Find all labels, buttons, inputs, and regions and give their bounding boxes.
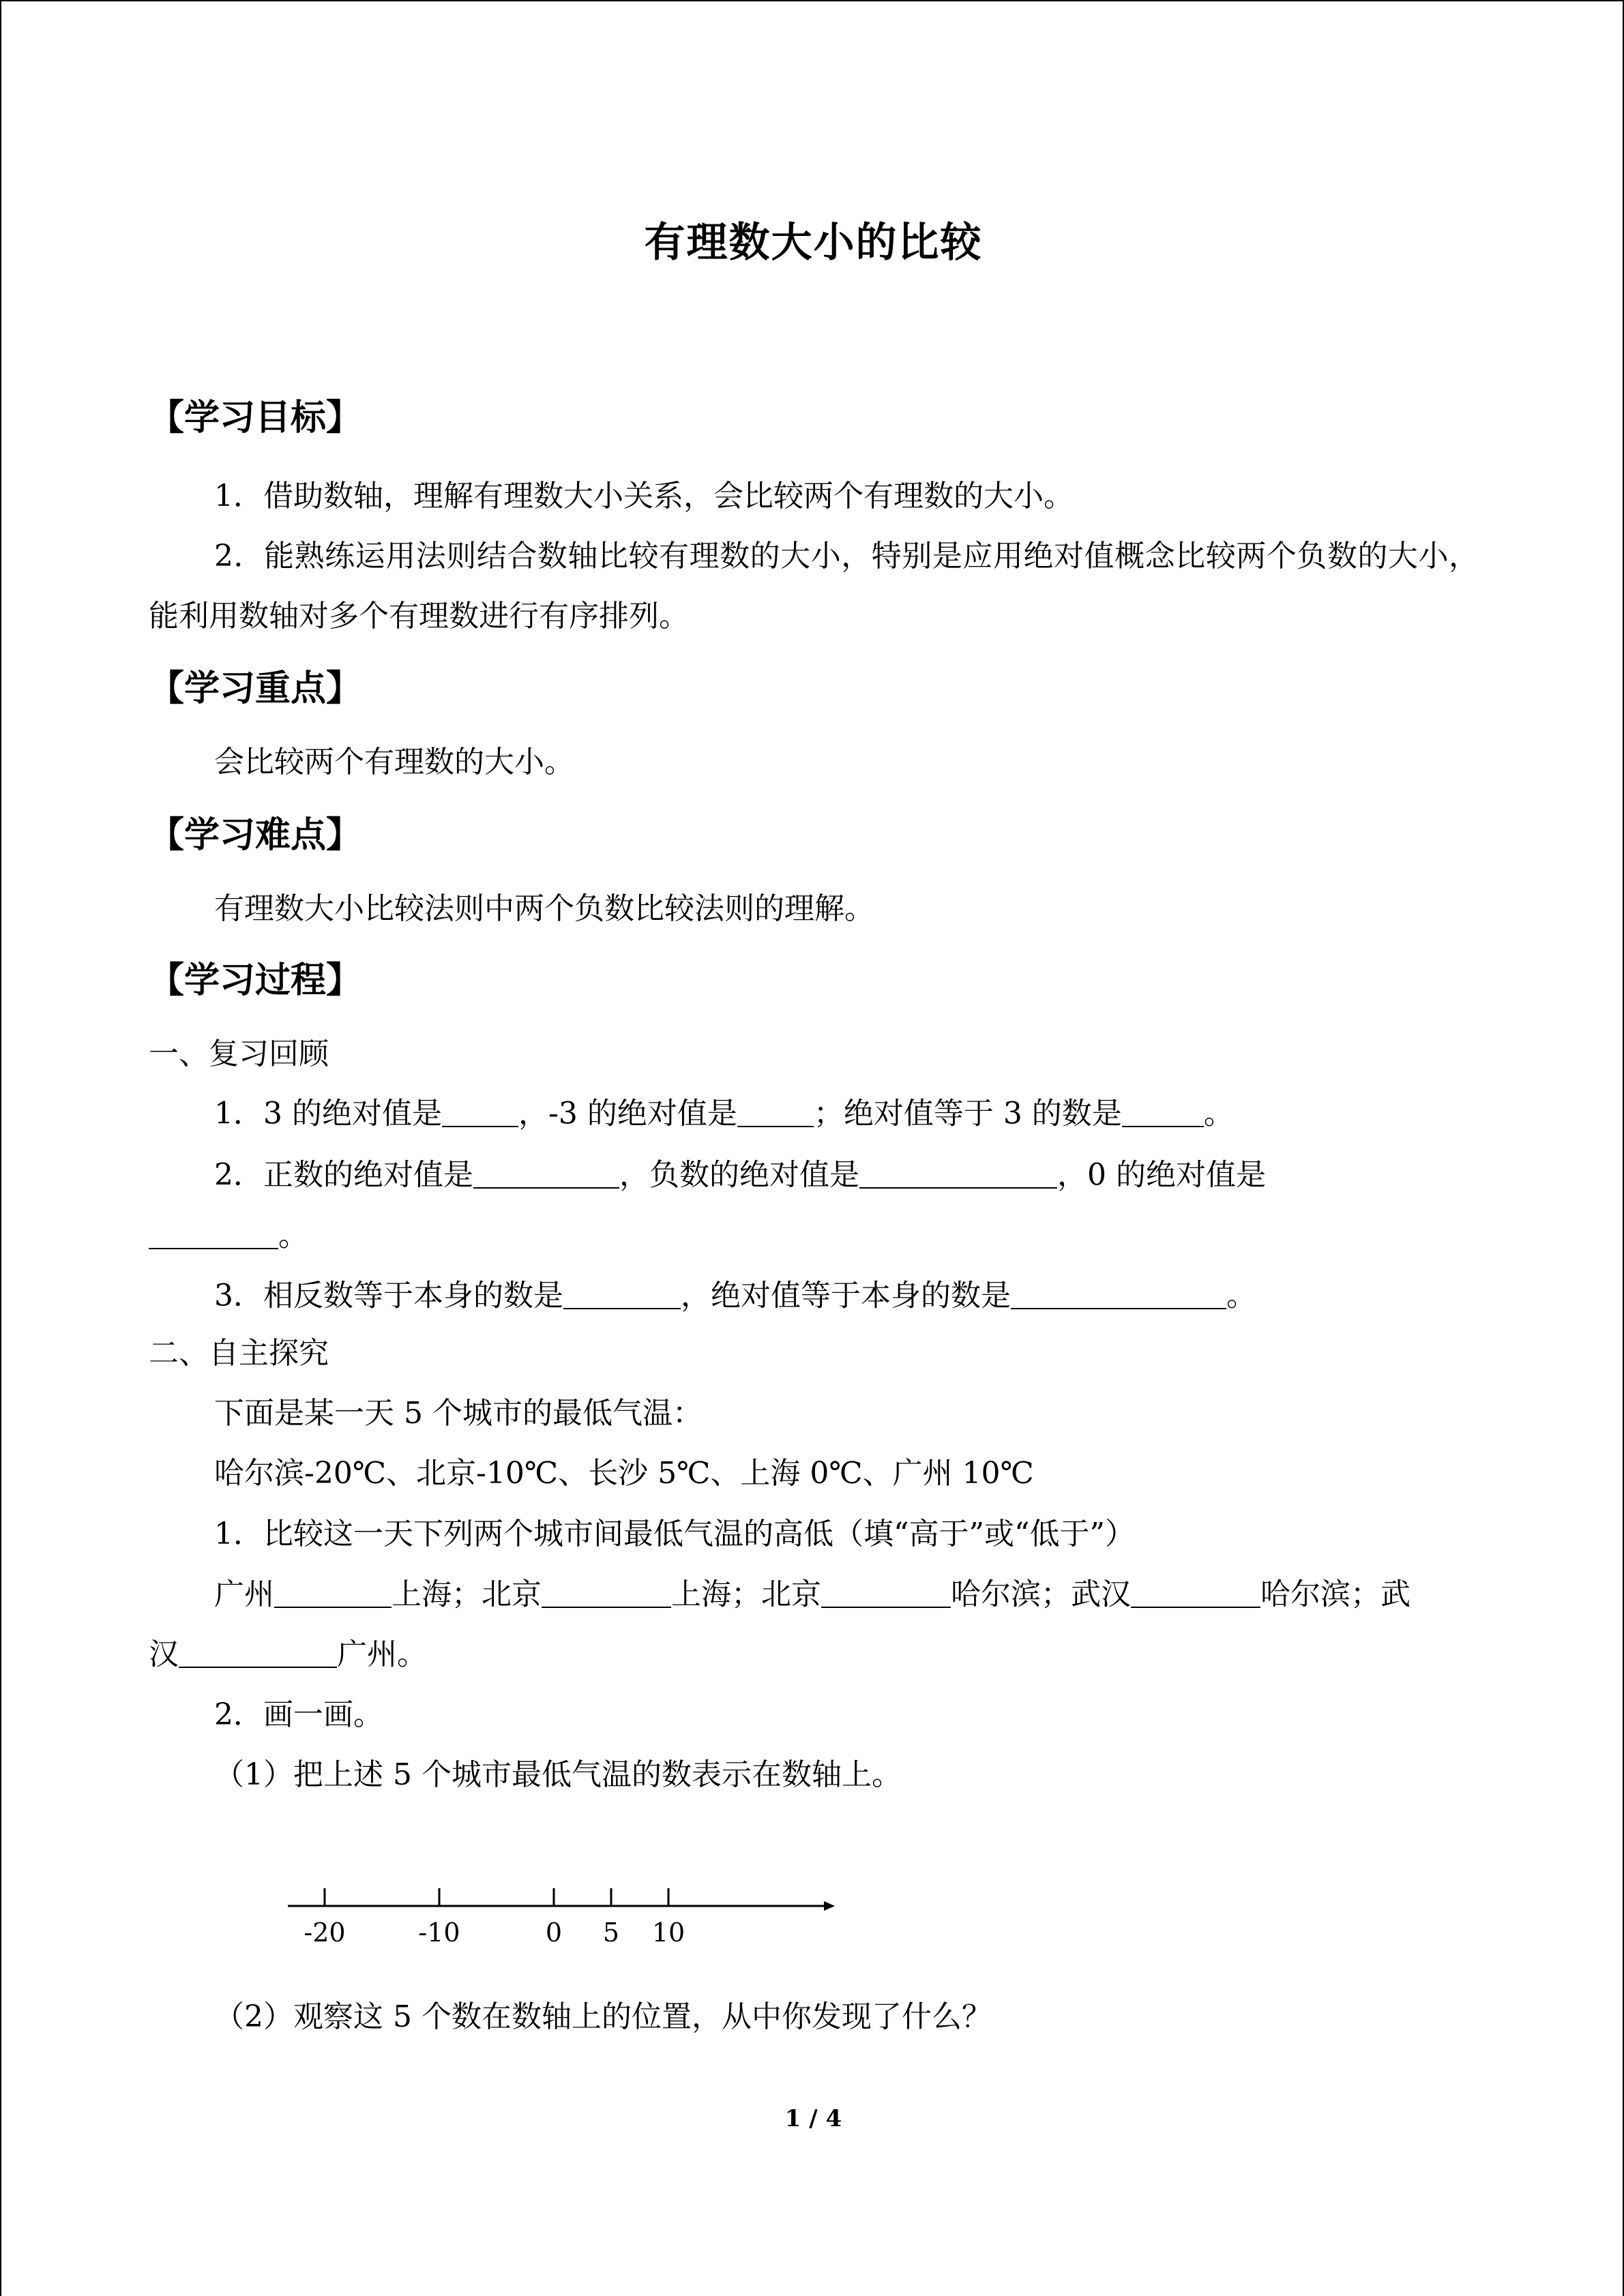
fill-part-d: 哈尔滨；武汉: [951, 1577, 1131, 1612]
page-title: 有理数大小的比较: [644, 219, 983, 267]
review-q2-part-d: 。: [278, 1218, 308, 1253]
review-q3-part-c: 。: [1226, 1278, 1256, 1313]
explore-question-2-2: （2）观察这 5 个数在数轴上的位置，从中你发现了什么？: [214, 1999, 992, 2034]
objective-item-1: 1．借助数轴，理解有理数大小关系，会比较两个有理数的大小。: [214, 479, 1074, 513]
section-heading-objectives: 【学习目标】: [149, 397, 362, 438]
page-number: 1 / 4: [784, 2105, 842, 2132]
review-q1-part-a: 1．3 的绝对值是: [214, 1096, 442, 1131]
answer-blank[interactable]: [442, 1096, 518, 1127]
review-question-2-continued: [149, 1218, 308, 1255]
answer-blank[interactable]: [821, 1577, 951, 1608]
answer-blank[interactable]: [1131, 1577, 1260, 1608]
answer-blank[interactable]: [1011, 1278, 1226, 1309]
answer-blank[interactable]: [563, 1278, 681, 1309]
answer-blank[interactable]: [1122, 1096, 1204, 1127]
review-q1-part-d: 。: [1203, 1096, 1234, 1131]
review-question-2: [214, 1157, 1266, 1194]
explore-question-2: 2．画一画。: [214, 1697, 383, 1732]
number-line: [274, 1870, 861, 1952]
number-line-tick-label: -20: [304, 1918, 346, 1948]
review-heading: 一、复习回顾: [149, 1037, 329, 1071]
fill-part-f: 汉: [149, 1637, 179, 1672]
review-question-1: [214, 1096, 1234, 1133]
review-q2-part-a: 2．正数的绝对值是: [214, 1157, 473, 1193]
explore-question-2-1: （1）把上述 5 个城市最低气温的数表示在数轴上。: [214, 1757, 902, 1792]
answer-blank[interactable]: [542, 1577, 671, 1608]
number-line-tick-label: 10: [651, 1918, 685, 1948]
fill-part-a: 广州: [214, 1577, 274, 1612]
explore-intro: 下面是某一天 5 个城市的最低气温：: [214, 1396, 703, 1431]
explore-temperatures: 哈尔滨-20℃、北京-10℃、长沙 5℃、上海 0℃、广州 10℃: [214, 1456, 1034, 1491]
key-points-text: 会比较两个有理数的大小。: [214, 745, 574, 779]
answer-blank[interactable]: [149, 1218, 278, 1249]
review-q3-part-b: ，绝对值等于本身的数是: [681, 1278, 1011, 1313]
section-heading-process: 【学习过程】: [149, 959, 362, 1001]
review-q3-part-a: 3．相反数等于本身的数是: [214, 1278, 563, 1313]
explore-question-1: 1．比较这一天下列两个城市间最低气温的高低（填“高于”或“低于”）: [214, 1517, 1135, 1551]
answer-blank[interactable]: [179, 1637, 337, 1668]
number-line-arrow: [824, 1901, 835, 1911]
review-q1-part-b: ，-3 的绝对值是: [518, 1096, 737, 1131]
fill-part-c: 上海；北京: [671, 1577, 821, 1612]
fill-part-b: 上海；北京: [392, 1577, 542, 1612]
review-q2-part-c: ，0 的绝对值是: [1057, 1157, 1266, 1193]
fill-part-e: 哈尔滨；武: [1260, 1577, 1411, 1612]
explore-question-1-fill-continued: [149, 1637, 427, 1673]
answer-blank[interactable]: [473, 1157, 619, 1189]
review-q1-part-c: ；绝对值等于 3 的数是: [813, 1096, 1122, 1131]
fill-part-g: 广州。: [337, 1637, 427, 1672]
answer-blank[interactable]: [274, 1577, 392, 1608]
number-line-tick-label: -10: [418, 1918, 460, 1948]
number-line-tick-label: 5: [602, 1918, 620, 1948]
objective-item-2: 2．能熟练运用法则结合数轴比较有理数的大小，特别是应用绝对值概念比较两个负数的大小，能利用数轴对多个有理数进行有序排列。: [149, 539, 1479, 633]
section-heading-difficulties: 【学习难点】: [149, 814, 362, 856]
number-line-tick-label: 0: [545, 1918, 563, 1948]
explore-heading: 二、自主探究: [149, 1336, 329, 1371]
answer-blank[interactable]: [859, 1157, 1057, 1189]
review-q2-part-b: ，负数的绝对值是: [619, 1157, 859, 1193]
explore-question-1-fill: [214, 1577, 1411, 1613]
review-question-3: [214, 1278, 1256, 1315]
difficulties-text: 有理数大小比较法则中两个负数比较法则的理解。: [214, 891, 874, 926]
section-heading-key-points: 【学习重点】: [149, 668, 362, 709]
answer-blank[interactable]: [737, 1096, 814, 1127]
